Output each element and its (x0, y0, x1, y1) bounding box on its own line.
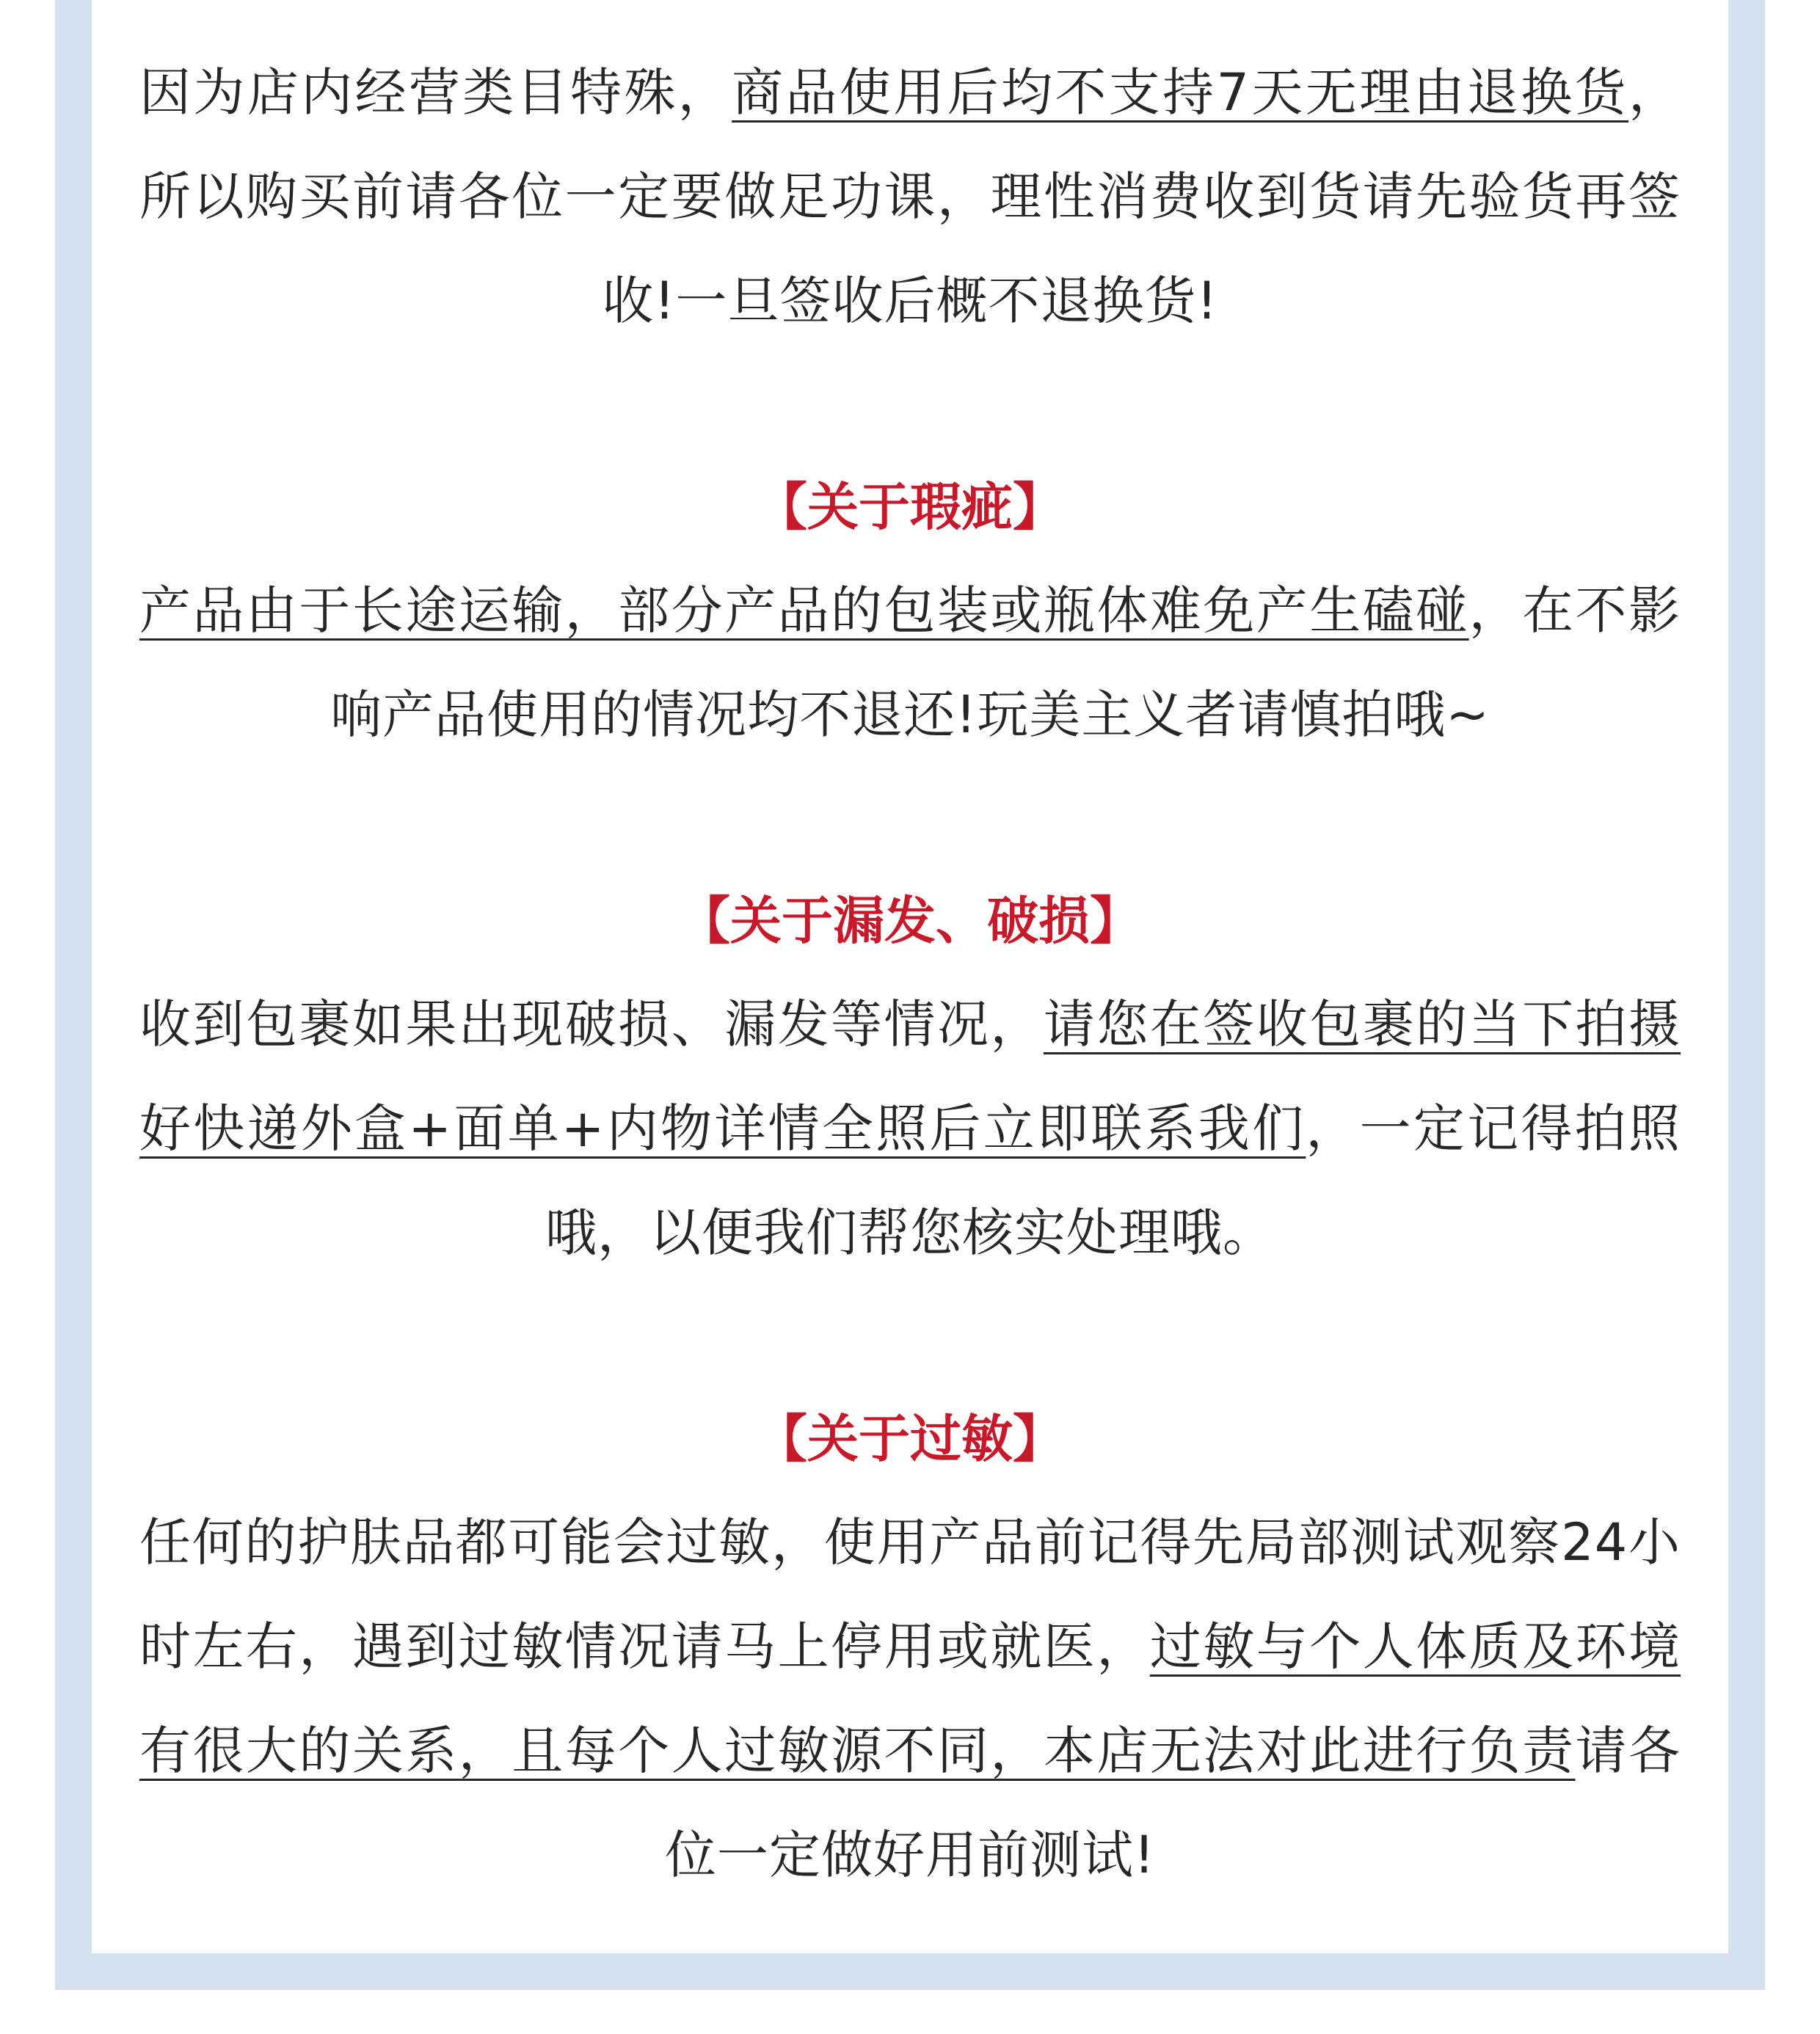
allergy-text: 任何的护肤品都可能会过敏，使用产品前记得先局部测试观察24小时左右，遇到过敏情况请马上停用或就医， (139, 1512, 1681, 1677)
return-policy-text: 因为店内经营类目特殊， (139, 62, 732, 123)
damage-text-rest: ，一定记得拍照哦，以便我们帮您核实处理哦。 (545, 1098, 1681, 1263)
return-policy-paragraph (139, 40, 1681, 353)
section-spacer (139, 353, 1681, 456)
flaw-notice: 产品由于长途运输，部分产品的包装或瓶体难免产生磕碰 (139, 580, 1469, 641)
no-return-notice: 商品使用后均不支持7天无理由退换货 (732, 62, 1628, 123)
allergy-paragraph (139, 1490, 1681, 1907)
section-spacer (139, 767, 1681, 870)
section-spacer (139, 1285, 1681, 1388)
flaw-heading: 【关于瑕疵】 (756, 477, 1064, 537)
damage-notice: 请您在签收包裹的当下拍摄好快递外盒+面单+内物详情全照后立即联系我们 (139, 994, 1681, 1159)
allergy-text-rest: 请各位一定做好用前测试! (664, 1721, 1681, 1885)
return-policy-text-rest: ，所以购买前请各位一定要做足功课，理性消费收到货请先验货再签收!一旦签收后概不退换货! (139, 62, 1681, 331)
damage-heading: 【关于漏发、破损】 (679, 891, 1141, 951)
damage-paragraph (139, 972, 1681, 1285)
damage-text: 收到包裹如果出现破损、漏发等情况， (139, 994, 1044, 1054)
policy-content (139, 40, 1681, 1907)
flaw-text-rest: ，在不影响产品使用的情况均不退还!玩美主义者请慎拍哦~ (330, 580, 1681, 745)
allergy-notice: 过敏与个人体质及环境有很大的关系，且每个人过敏源不同，本店无法对此进行负责 (139, 1616, 1681, 1781)
flaw-paragraph (139, 558, 1681, 767)
allergy-heading: 【关于过敏】 (756, 1409, 1064, 1469)
